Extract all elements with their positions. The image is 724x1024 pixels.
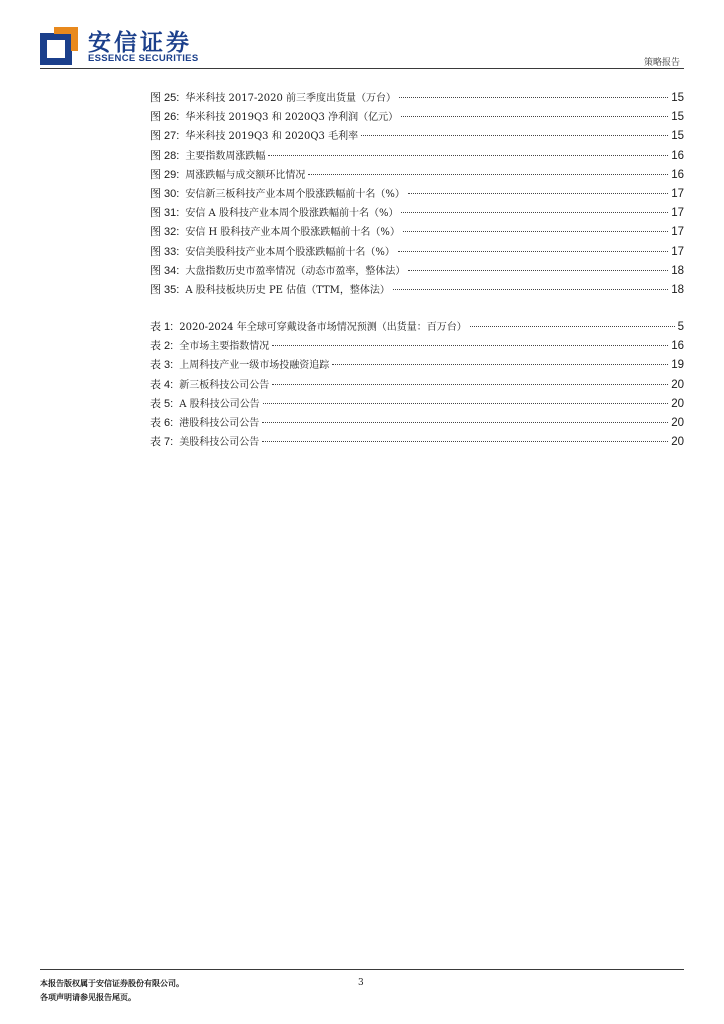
disclaimer-line: 各项声明请参见报告尾页。 [40, 992, 136, 1002]
toc-label: 表 1: [150, 321, 174, 333]
toc-label: 图 33: [150, 245, 180, 258]
toc-title: 安信 A 股科技产业本周个股涨跌幅前十名（%） [185, 208, 399, 220]
dot-leader [393, 289, 668, 290]
toc-title: 大盘指数历史市盈率情况（动态市盈率，整体法） [185, 265, 406, 277]
toc-label: 图 35: [150, 283, 180, 296]
toc-label: 图 31: [150, 207, 180, 220]
toc-entry[interactable] [150, 433, 684, 452]
toc-title: 安信 H 股科技产业本周个股涨跌幅前十名（%） [185, 227, 400, 239]
toc-page: 20 [671, 397, 684, 410]
toc-label: 图 32: [150, 226, 180, 239]
toc-page: 15 [671, 111, 684, 124]
toc-entry[interactable] [150, 356, 684, 375]
toc-label: 表 3: [150, 359, 174, 372]
dot-leader [399, 97, 668, 98]
dot-leader [401, 116, 668, 117]
toc-entry[interactable] [150, 337, 684, 356]
toc-entry[interactable] [150, 281, 684, 300]
toc-page: 16 [671, 168, 684, 181]
footer-divider [40, 969, 684, 970]
toc-title: 安信新三板科技产业本周个股涨跌幅前十名（%） [185, 188, 405, 200]
toc-entry[interactable] [150, 204, 684, 223]
toc-entry[interactable] [150, 89, 684, 108]
toc-label: 图 28: [150, 149, 180, 162]
toc-page: 16 [671, 149, 684, 162]
toc-page: 19 [671, 359, 684, 372]
dot-leader [262, 441, 668, 442]
report-type: 策略报告 [643, 58, 680, 68]
toc-entry[interactable] [150, 243, 684, 262]
toc-title: 主要指数周涨跌幅 [185, 150, 266, 162]
toc-page: 18 [671, 283, 684, 296]
toc-label: 图 27: [150, 130, 180, 143]
dot-leader [408, 270, 668, 271]
toc-page: 17 [671, 187, 684, 200]
copyright-disclaimer [40, 976, 184, 1004]
toc-label: 表 6: [150, 416, 174, 429]
toc-title: A 股科技板块历史 PE 估值（TTM，整体法） [185, 284, 390, 296]
toc-page: 16 [671, 340, 684, 353]
toc-title: 全市场主要指数情况 [179, 341, 270, 353]
toc-entry[interactable] [150, 376, 684, 395]
toc-page: 17 [671, 245, 684, 258]
table-list [150, 318, 684, 452]
toc-page: 18 [671, 264, 684, 277]
toc-page: 5 [677, 321, 684, 333]
toc-title: 安信美股科技产业本周个股涨跌幅前十名（%） [185, 246, 395, 258]
toc-entry[interactable] [150, 147, 684, 166]
toc-title: 新三板科技公司公告 [179, 379, 270, 391]
toc-title: 华米科技 2019Q3 和 2020Q3 毛利率 [185, 131, 359, 143]
brand-name-cn: 安信证券 [88, 30, 192, 56]
page-number: 3 [358, 978, 364, 988]
toc-page: 15 [671, 130, 684, 143]
toc-label: 表 7: [150, 436, 174, 449]
toc-entry[interactable] [150, 223, 684, 242]
dot-leader [262, 422, 668, 423]
toc-label: 表 4: [150, 378, 174, 391]
toc-entry[interactable] [150, 414, 684, 433]
dot-leader [268, 155, 668, 156]
toc-title: 港股科技公司公告 [179, 417, 260, 429]
dot-leader [361, 135, 668, 136]
brand-name-en: ESSENCE SECURITIES [88, 53, 199, 64]
toc-title: 周涨跌幅与成交额环比情况 [185, 169, 306, 181]
dot-leader [263, 403, 669, 404]
toc-entry[interactable] [150, 127, 684, 146]
toc-page: 17 [671, 207, 684, 220]
toc-page: 17 [671, 226, 684, 239]
toc-page: 20 [671, 436, 684, 449]
toc-title: 华米科技 2019Q3 和 2020Q3 净利润（亿元） [185, 112, 399, 124]
dot-leader [401, 212, 668, 213]
toc-title: 美股科技公司公告 [179, 437, 260, 449]
toc-label: 图 34: [150, 264, 180, 277]
dot-leader [272, 345, 668, 346]
page-header [0, 0, 724, 70]
dot-leader [272, 384, 668, 385]
toc-entry[interactable] [150, 318, 684, 337]
toc-label: 表 2: [150, 340, 174, 353]
toc-entry[interactable] [150, 166, 684, 185]
essence-logo-icon [40, 27, 78, 65]
toc-label: 图 25: [150, 92, 180, 104]
toc-title: 华米科技 2017-2020 前三季度出货量（万台） [185, 93, 396, 104]
toc-entry[interactable] [150, 262, 684, 281]
toc-label: 图 26: [150, 111, 180, 124]
header-divider [40, 68, 684, 69]
toc-label: 图 29: [150, 168, 180, 181]
toc-entry[interactable] [150, 185, 684, 204]
toc-page: 20 [671, 378, 684, 391]
toc-label: 图 30: [150, 187, 180, 200]
dot-leader [470, 326, 675, 327]
toc-entry[interactable] [150, 395, 684, 414]
toc-entry[interactable] [150, 108, 684, 127]
disclaimer-line: 本报告版权属于安信证券股份有限公司。 [40, 978, 184, 988]
toc-label: 表 5: [150, 397, 174, 410]
dot-leader [403, 231, 668, 232]
toc-title: A 股科技公司公告 [179, 398, 260, 410]
dot-leader [398, 251, 668, 252]
toc-page: 20 [671, 416, 684, 429]
toc-title: 上周科技产业一级市场投融资追踪 [179, 360, 330, 372]
toc-page: 15 [671, 92, 684, 104]
dot-leader [408, 193, 668, 194]
figure-list [150, 89, 684, 300]
toc-title: 2020-2024 年全球可穿戴设备市场情况预测（出货量：百万台） [179, 322, 467, 333]
dot-leader [308, 174, 668, 175]
dot-leader [332, 364, 668, 365]
